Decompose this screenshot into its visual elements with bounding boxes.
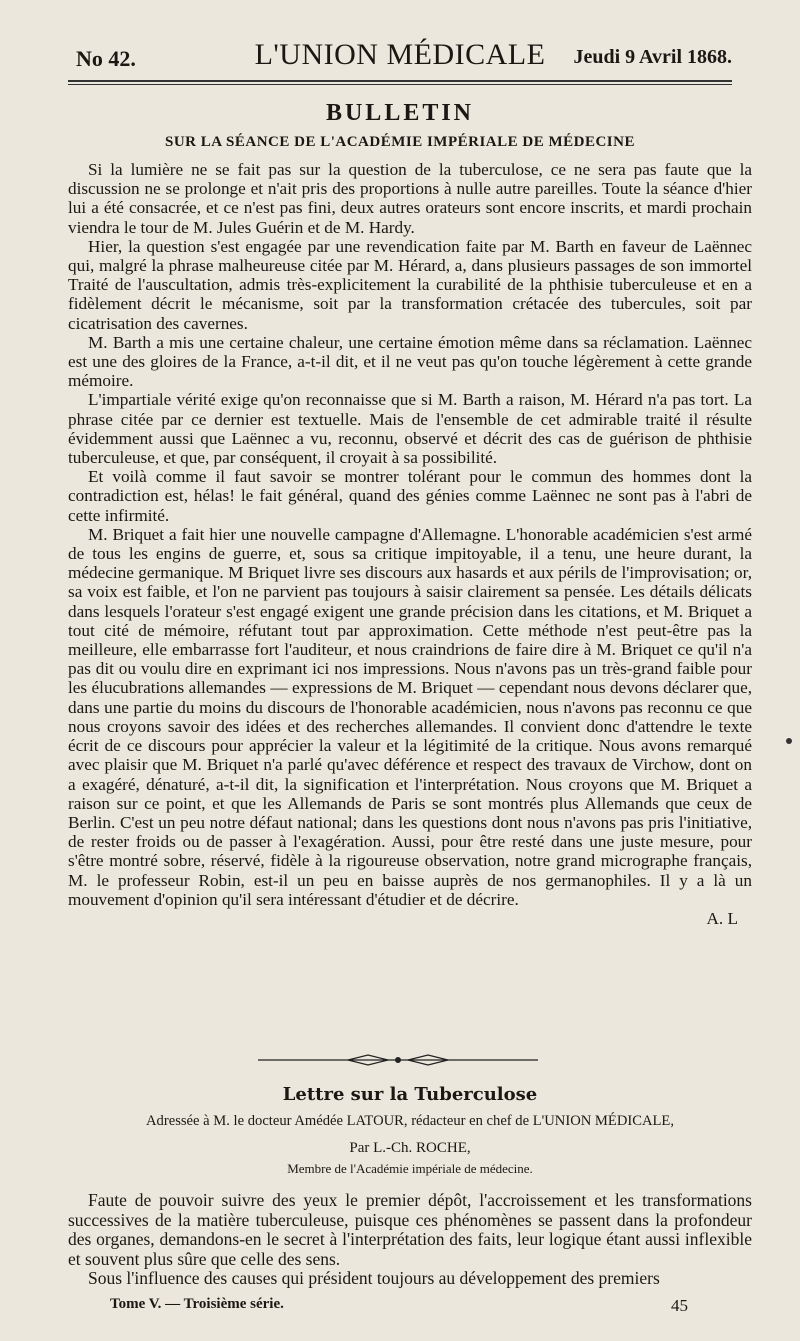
issue-date: Jeudi 9 Avril 1868. [573,46,732,68]
ornamental-separator [258,1054,538,1066]
letter-paragraph: Faute de pouvoir suivre des yeux le premier dépôt, l'accroissement et les transformations successives de la matière tuberculeuse, puisque ces phénomènes se passent dans la profondeur des organes, demandons-en le secret à l'interprétation des faits, leur logique étant aussi inflexible et souvent plus sûre que celle des sens. [68,1190,752,1269]
page-footer [110,1296,688,1320]
bulletin-paragraph: M. Barth a mis une certaine chaleur, une certaine émotion même dans sa réclamation. Laënnec est une des gloires de la France, a-t-il dit, et il ne veut pas qu'on touche légèrement à cette grande mémoire. [68,332,752,391]
masthead [68,38,732,78]
letter-section [68,1084,752,1289]
bulletin-paragraph: Si la lumière ne se fait pas sur la question de la tuberculose, ce ne sera pas faute que la discussion ne se prolonge et n'ait pris des proportions à nulle autre pareilles. Toute la séance d'hier lui a été consacrée, et ce n'est pas fini, deux autres orateurs sont encore inscrits, et mardi prochain viendra le tour de M. Jules Guérin et de M. Hardy. [68,160,752,237]
journal-title: L'UNION MÉDICALE [254,38,546,71]
letter-author: Par L.-Ch. ROCHE, [349,1140,471,1156]
letter-body [68,1191,752,1289]
bulletin-signature: A. L [706,908,738,928]
bulletin-body [68,160,752,928]
letter-address: Adressée à M. le docteur Amédée LATOUR, rédacteur en chef de L'UNION MÉDICALE, [146,1113,674,1129]
letter-title: Lettre sur la Tuberculose [282,1084,538,1105]
bulletin-subtitle: SUR LA SÉANCE DE L'ACADÉMIE IMPÉRIALE DE MÉDECINE [165,134,635,150]
ink-dot [786,738,792,744]
header-rule [68,80,732,82]
header-rule-thin [68,84,732,85]
bulletin-paragraph: Et voilà comme il faut savoir se montrer tolérant pour le commun des hommes dont la contradiction est, hélas! le fait général, quand des génies comme Laënnec ne sont pas à l'abri de cette infirmité. [68,467,752,525]
issue-number: No 42. [76,46,136,71]
bulletin-paragraph: Hier, la question s'est engagée par une revendication faite par M. Barth en faveur de Laënnec qui, malgré la phrase malheureuse citée par M. Hérard, a, dans plusieurs passages de son immortel Traité de l'auscultation, admis très-explicitement la curabilité de la phthisie tuberculeuse et en a fidèlement décrit le mécanisme, soit par la transformation crétacée des tubercules, soit par cicatrisation des cavernes. [68,236,752,333]
bulletin-title: BULLETIN [325,100,475,126]
letter-paragraph: Sous l'influence des causes qui président toujours au développement des premiers [88,1268,660,1289]
volume-label: Tome V. — Troisième série. [110,1296,284,1312]
page-number: 45 [671,1296,688,1315]
bulletin-paragraph: M. Briquet a fait hier une nouvelle campagne d'Allemagne. L'honorable académicien s'est armé de tous les engins de guerre, et, sous sa critique impitoyable, il a tenu, une heure durant, la médecine germanique. M Briquet livre ses discours aux hasards et aux périls de l'improvisation; or, sa voix est faible, et l'on ne parvient pas toujours à saisir clairement sa pensée. Les détails délicats dans lesquels l'orateur s'est engagé exigent une grande précision dans les citations, et M. Briquet a tout cité de mémoire, réfutant tout par approximation. Cette méthode n'est peut-être pas la meilleure, elle embarrasse fort l'auditeur, et nous craindrions de faire dire à M. Briquet ce qu'il n'a pas dit ou voulu dire en exprimant ici nos impressions. Nous n'avons pas un très-grand faible pour les élucubrations allemandes — expressions de M. Briquet — cependant nous devons déclarer que, dans une partie du moins du discours de l'honorable académicien, nous n'avons pas reconnu ce que nous croyons savoir des idées et des recherches allemandes. Il convient donc d'attendre le texte écrit de ce discours pour apprécier la valeur et la légitimité de la critique. Nous avons remarqué avec plaisir que M. Briquet n'a parlé qu'avec déférence et respect des travaux de Virchow, dont on a exagéré, dénaturé, a-t-il dit, la signification et l'interprétation. Nous croyons que M. Briquet a raison sur ce point, et que les Allemands de Paris se sont montrés plus Allemands que ceux de Berlin. C'est un peu notre défaut national; dans les questions dont nous n'avons pas pris l'initiative, de rester froids ou de passer à l'exagération. Aussi, pour être resté dans une juste mesure, pour s'être montré sobre, réservé, fidèle à la rigoureuse observation, notre grand micrographe français, M. le professeur Robin, est-il un peu en baisse auprès de nos germanophiles. Il y a là un mouvement d'opinion qu'il sera intéressant d'étudier et de décrire. [68,524,752,909]
bulletin-paragraph: L'impartiale vérité exige qu'on reconnaisse que si M. Barth a raison, M. Hérard n'a pas tort. La phrase citée par ce dernier est textuelle. Mais de l'ensemble de cet admirable traité il résulte évidemment aussi que Laënnec a vu, reconnu, observé et décrit des cas de guérison de phthisie tuberculeuse, et que, par conséquent, il croyait à sa possibilité. [68,390,752,468]
letter-affiliation: Membre de l'Académie impériale de médecine. [287,1161,533,1176]
